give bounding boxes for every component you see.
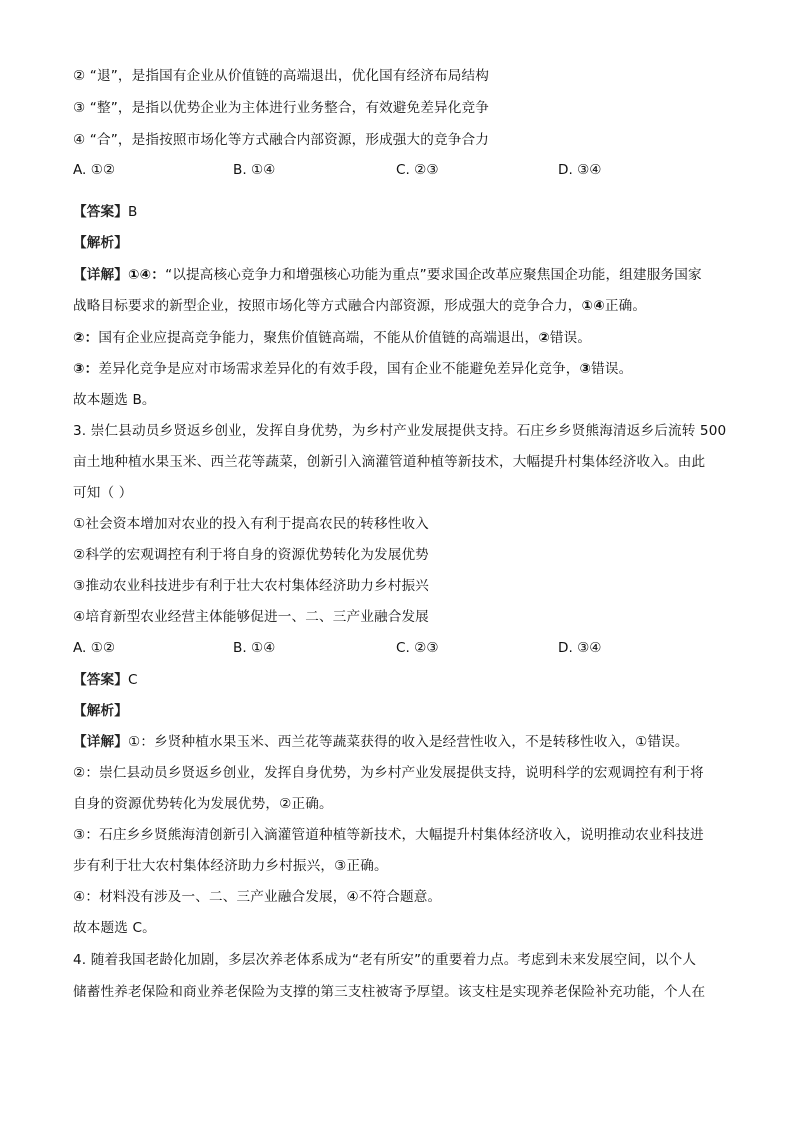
q3-option-c[interactable]: C. ②③ — [396, 640, 439, 656]
q3-statement-1: ①社会资本增加对农业的投入有利于提高农民的转移性收入 — [73, 516, 429, 532]
q3-detail-line-4: ③：石庄乡乡贤熊海清创新引入滴灌管道种植等新技术，大幅提升村集体经济收入，说明推动农业科技进 — [73, 827, 704, 843]
q3-answer — [73, 670, 728, 690]
answer-value: C — [127, 672, 138, 688]
point-tail: 错误。 — [591, 361, 633, 377]
q3-options — [73, 638, 728, 658]
q3-option-b[interactable]: B. ①④ — [233, 640, 276, 656]
point-mark: ③ — [579, 361, 592, 377]
q2-statement-2: ② “退”，是指国有企业从价值链的高端退出，优化国有经济布局结构 — [73, 68, 490, 84]
q3-detail-line-2: ②：崇仁县动员乡贤返乡创业，发挥自身优势，为乡村产业发展提供支持，说明科学的宏观调控有利于将 — [73, 765, 704, 781]
point-text: 国有企业应提高竞争能力，聚焦价值链高端，不能从价值链的高端退出， — [98, 330, 539, 346]
q2-option-c[interactable]: C. ②③ — [396, 162, 439, 178]
q4-stem-line-2: 储蓄性养老保险和商业养老保险为支撑的第三支柱被寄予厚望。该支柱是实现养老保险补充功能，个人在 — [73, 984, 706, 1000]
q2-detail-line-2 — [73, 296, 728, 316]
q3-option-a[interactable]: A. ①② — [73, 640, 116, 656]
q3-detail-line-5: 步有利于壮大农村集体经济助力乡村振兴，③正确。 — [73, 858, 388, 874]
q3-statement-4: ④培育新型农业经营主体能够促进一、二、三产业融合发展 — [73, 609, 429, 625]
point-text: 差异化竞争是应对市场需求差异化的有效手段，国有企业不能避免差异化竞争， — [98, 361, 580, 377]
q2-analysis-tag: 【解析】 — [73, 235, 128, 251]
answer-tag: 【答案】 — [73, 672, 128, 688]
detail-tag: 【详解】 — [73, 734, 128, 750]
q2-statement-4: ④ “合”，是指按照市场化等方式融合内部资源，形成强大的竞争合力 — [73, 132, 490, 148]
q3-stem-line-3: 可知（ ） — [73, 485, 133, 501]
q3-detail-line-3: 自身的资源优势转化为发展优势，②正确。 — [73, 796, 333, 812]
q3-statement-2: ②科学的宏观调控有利于将自身的资源优势转化为发展优势 — [73, 547, 429, 563]
detail-tail: 正确。 — [604, 298, 647, 314]
q2-answer — [73, 202, 728, 222]
q2-point-3 — [73, 359, 728, 379]
detail-text: 战略目标要求的新型企业，按照市场化等方式融合内部资源，形成强大的竞争合力， — [73, 298, 582, 314]
q3-detail-line-6: ④：材料没有涉及一、二、三产业融合发展，④不符合题意。 — [73, 889, 442, 905]
q3-conclusion: 故本题选 C。 — [73, 920, 156, 936]
q3-stem-line-1: 3. 崇仁县动员乡贤返乡创业，发挥自身优势，为乡村产业发展提供支持。石庄乡乡贤熊海清返乡后流转 500 — [73, 423, 727, 439]
q3-analysis-tag: 【解析】 — [73, 703, 128, 719]
detail-lead: ①④： — [127, 267, 166, 283]
q2-conclusion: 故本题选 B。 — [73, 392, 156, 408]
detail-text: ①：乡贤种植水果玉米、西兰花等蔬菜获得的收入是经营性收入，不是转移性收入，①错误。 — [127, 734, 689, 750]
detail-mark: ①④ — [581, 298, 605, 314]
point-mark: ② — [538, 330, 550, 346]
q2-detail-line-1 — [73, 265, 728, 285]
q2-option-a[interactable]: A. ①② — [73, 162, 116, 178]
point-lead: ②： — [73, 330, 99, 346]
q3-detail-line-1 — [73, 732, 728, 752]
q3-stem-line-2: 亩土地种植水果玉米、西兰花等蔬菜，创新引入滴灌管道种植等新技术，大幅提升村集体经济收入。由此 — [73, 454, 706, 470]
q2-option-d[interactable]: D. ③④ — [558, 162, 602, 178]
answer-tag: 【答案】 — [73, 204, 128, 220]
detail-text: “以提高核心竞争力和增强核心功能为重点”要求国企改革应聚焦国企功能，组建服务国家 — [165, 267, 702, 283]
answer-value: B — [127, 204, 138, 220]
q4-stem-line-1: 4. 随着我国老龄化加剧，多层次养老体系成为“老有所安”的重要着力点。考虑到未来发展空间，以个人 — [73, 952, 697, 968]
q3-statement-3: ③推动农业科技进步有利于壮大农村集体经济助力乡村振兴 — [73, 578, 429, 594]
q2-statement-3: ③ “整”，是指以优势企业为主体进行业务整合，有效避免差异化竞争 — [73, 100, 490, 116]
q2-options — [73, 160, 728, 180]
q3-option-d[interactable]: D. ③④ — [558, 640, 602, 656]
q2-point-2 — [73, 328, 728, 348]
point-tail: 错误。 — [549, 330, 592, 346]
detail-tag: 【详解】 — [73, 267, 128, 283]
q2-option-b[interactable]: B. ①④ — [233, 162, 276, 178]
point-lead: ③： — [73, 361, 99, 377]
